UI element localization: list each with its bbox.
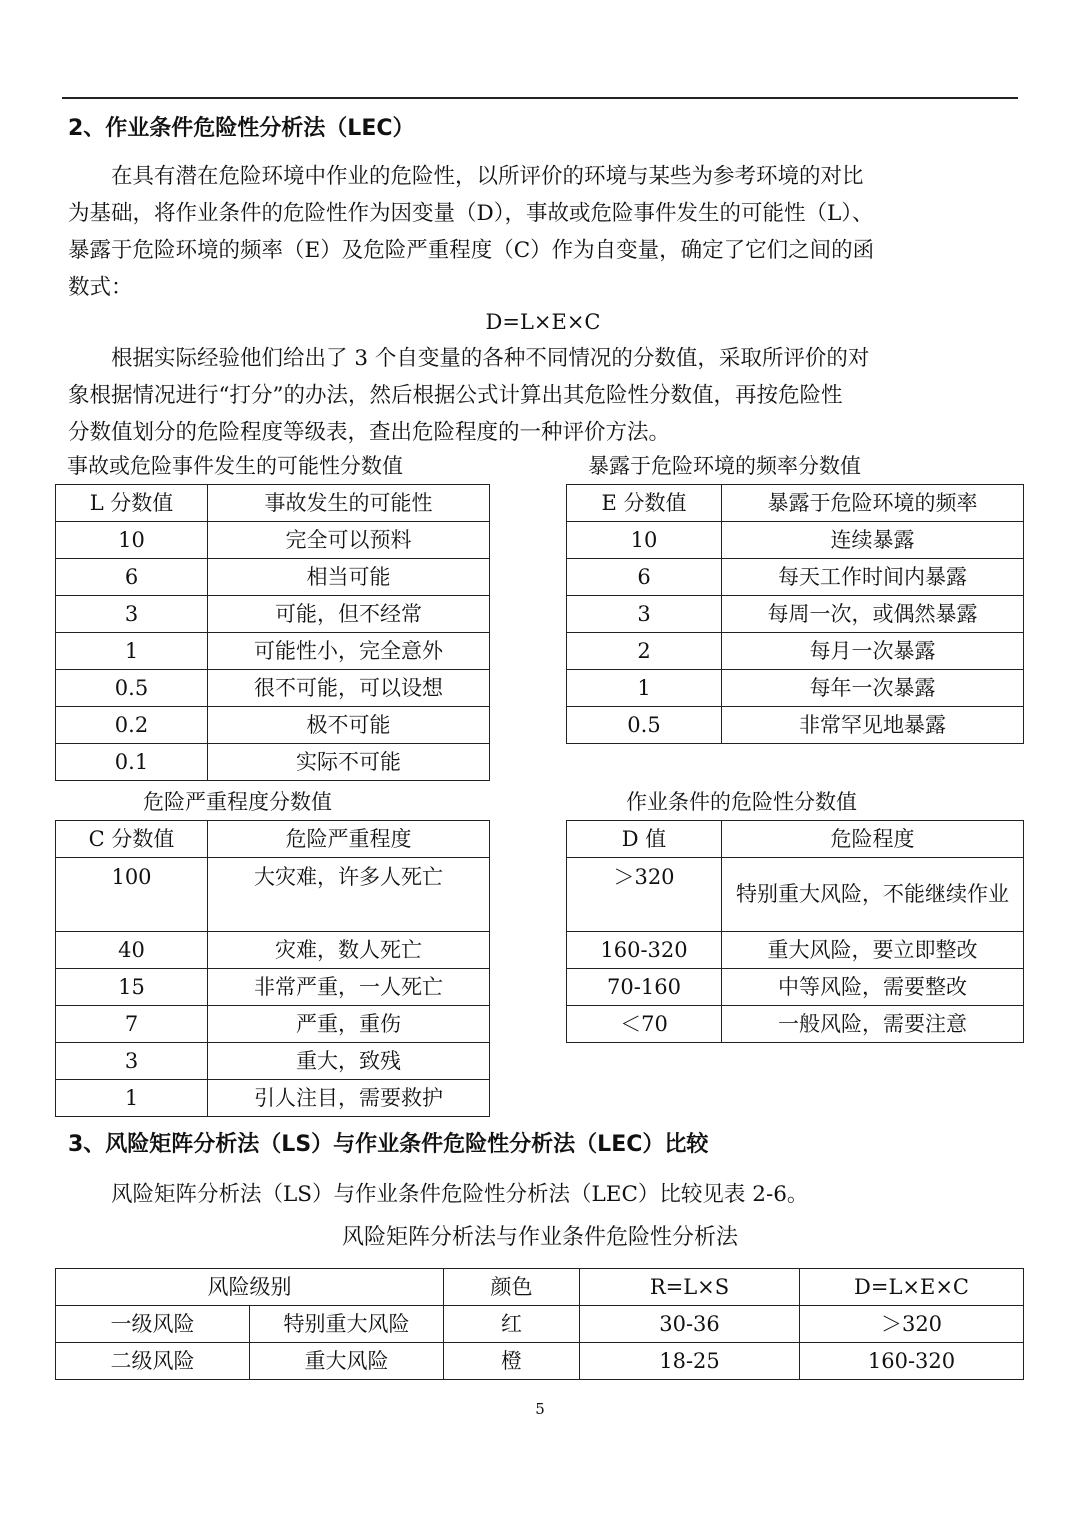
- table-cell: 红: [444, 1306, 580, 1343]
- table-cell: 可能，但不经常: [208, 596, 490, 633]
- table-d-caption: 作业条件的危险性分数值: [626, 790, 857, 814]
- table-row: [56, 1080, 490, 1117]
- page-number: 5: [535, 1400, 545, 1418]
- section-3-paragraph: [68, 1176, 1018, 1213]
- table-cell: 严重，重伤: [208, 1006, 490, 1043]
- table-cell: 3: [567, 596, 722, 633]
- table-cell: 10: [56, 522, 208, 559]
- table-cell: 0.2: [56, 707, 208, 744]
- table-header-cell: D=L×E×C: [800, 1269, 1024, 1306]
- table-cell: 非常罕见地暴露: [722, 707, 1024, 744]
- table-cell: 非常严重，一人死亡: [208, 969, 490, 1006]
- table-row: [567, 858, 1024, 932]
- table-cell: 3: [56, 596, 208, 633]
- table-header-row: [56, 485, 490, 522]
- table-header-cell: L 分数值: [56, 485, 208, 522]
- table-row: [56, 559, 490, 596]
- table-cell: 实际不可能: [208, 744, 490, 781]
- table-cell: 完全可以预料: [208, 522, 490, 559]
- table-row: [56, 1343, 1024, 1380]
- para1-line: 暴露于危险环境的频率（E）及危险严重程度（C）作为自变量，确定了它们之间的函: [68, 238, 875, 263]
- table-cell: 10: [567, 522, 722, 559]
- table-cell: 6: [56, 559, 208, 596]
- table-header-row: [56, 821, 490, 858]
- table-row: [56, 670, 490, 707]
- table-cell: 可能性小，完全意外: [208, 633, 490, 670]
- table-l: [55, 484, 490, 781]
- table-row: [56, 969, 490, 1006]
- table-cell: 极不可能: [208, 707, 490, 744]
- table-row: [567, 707, 1024, 744]
- table-cell: 连续暴露: [722, 522, 1024, 559]
- table-cell: 0.1: [56, 744, 208, 781]
- table-row: [56, 596, 490, 633]
- section-2-paragraph-1: [68, 158, 1018, 306]
- para2-line: 象根据情况进行“打分”的办法，然后根据公式计算出其危险性分数值，再按危险性: [68, 383, 843, 408]
- table-cell: 每天工作时间内暴露: [722, 559, 1024, 596]
- table-cell: 每年一次暴露: [722, 670, 1024, 707]
- table-cell: 7: [56, 1006, 208, 1043]
- table-cell: 一般风险，需要注意: [722, 1006, 1024, 1043]
- table-cell: ＞320: [800, 1306, 1024, 1343]
- table-header-cell: D 值: [567, 821, 722, 858]
- table-c: [55, 820, 490, 1117]
- table-cell: 6: [567, 559, 722, 596]
- table-row: [56, 858, 490, 932]
- table-row: [567, 596, 1024, 633]
- table-header-cell: R=L×S: [580, 1269, 800, 1306]
- table-row: [56, 633, 490, 670]
- table-header-cell: 危险程度: [722, 821, 1024, 858]
- table-cell: 1: [567, 670, 722, 707]
- table-row: [567, 522, 1024, 559]
- table-cell: 0.5: [567, 707, 722, 744]
- table-cell: 二级风险: [56, 1343, 250, 1380]
- table-cell: 橙: [444, 1343, 580, 1380]
- table-cell: 1: [56, 1080, 208, 1117]
- table-cell: 中等风险，需要整改: [722, 969, 1024, 1006]
- table-row: [56, 744, 490, 781]
- para2-line: 根据实际经验他们给出了 3 个自变量的各种不同情况的分数值，采取所评价的对: [111, 346, 870, 371]
- table-header-cell: E 分数值: [567, 485, 722, 522]
- table-header-row: [567, 821, 1024, 858]
- table-row: [567, 559, 1024, 596]
- table-header-cell: 事故发生的可能性: [208, 485, 490, 522]
- comparison-table-caption: 风险矩阵分析法与作业条件危险性分析法: [341, 1225, 738, 1250]
- table-row: [567, 932, 1024, 969]
- table-header-cell: 颜色: [444, 1269, 580, 1306]
- table-row: [567, 969, 1024, 1006]
- table-cell: 30-36: [580, 1306, 800, 1343]
- table-l-caption: 事故或危险事件发生的可能性分数值: [67, 454, 403, 478]
- comparison-table: [55, 1268, 1024, 1380]
- table-header-row: [56, 1269, 1024, 1306]
- table-cell: 特别重大风险: [250, 1306, 444, 1343]
- para1-line: 为基础，将作业条件的危险性作为因变量（D），事故或危险事件发生的可能性（L）、: [68, 201, 874, 226]
- table-header-cell: 暴露于危险环境的频率: [722, 485, 1024, 522]
- table-cell: 重大风险: [250, 1343, 444, 1380]
- section-3-paragraph-text: 风险矩阵分析法（LS）与作业条件危险性分析法（LEC）比较见表 2-6。: [111, 1182, 809, 1207]
- table-e-caption: 暴露于危险环境的频率分数值: [588, 454, 861, 478]
- para2-line: 分数值划分的危险程度等级表，查出危险程度的一种评价方法。: [68, 420, 671, 445]
- table-cell: 重大风险，要立即整改: [722, 932, 1024, 969]
- table-cell: 灾难，数人死亡: [208, 932, 490, 969]
- table-row: [56, 1006, 490, 1043]
- para1-line: 在具有潜在危险环境中作业的危险性，以所评价的环境与某些为参考环境的对比: [111, 164, 864, 189]
- table-cell: 很不可能，可以设想: [208, 670, 490, 707]
- table-cell: ＜70: [567, 1006, 722, 1043]
- table-cell: 每周一次，或偶然暴露: [722, 596, 1024, 633]
- table-cell: 40: [56, 932, 208, 969]
- table-e: [566, 484, 1024, 744]
- table-cell: 2: [567, 633, 722, 670]
- table-header-cell: 危险严重程度: [208, 821, 490, 858]
- table-row: [56, 1306, 1024, 1343]
- table-row: [567, 670, 1024, 707]
- table-d: [566, 820, 1024, 1043]
- section-2-heading: 2、作业条件危险性分析法（LEC）: [68, 116, 415, 141]
- table-row: [56, 1043, 490, 1080]
- table-cell: 引人注目，需要救护: [208, 1080, 490, 1117]
- table-header-cell: C 分数值: [56, 821, 208, 858]
- table-header-row: [567, 485, 1024, 522]
- table-row: [567, 1006, 1024, 1043]
- table-cell: 18-25: [580, 1343, 800, 1380]
- table-cell: ＞320: [567, 858, 722, 932]
- table-cell: 3: [56, 1043, 208, 1080]
- table-cell: 70-160: [567, 969, 722, 1006]
- table-cell: 0.5: [56, 670, 208, 707]
- table-cell: 相当可能: [208, 559, 490, 596]
- table-cell: 一级风险: [56, 1306, 250, 1343]
- section-3-heading: 3、风险矩阵分析法（LS）与作业条件危险性分析法（LEC）比较: [68, 1132, 709, 1157]
- table-row: [567, 633, 1024, 670]
- table-cell: 特别重大风险，不能继续作业: [722, 858, 1024, 932]
- table-cell: 大灾难，许多人死亡: [208, 858, 490, 932]
- para1-line: 数式：: [68, 275, 133, 300]
- table-cell: 100: [56, 858, 208, 932]
- table-row: [56, 932, 490, 969]
- table-row: [56, 707, 490, 744]
- header-rule: [62, 97, 1018, 99]
- formula: D=L×E×C: [485, 310, 601, 334]
- table-cell: 1: [56, 633, 208, 670]
- section-2-paragraph-2: [68, 340, 1018, 451]
- table-row: [56, 522, 490, 559]
- table-cell: 15: [56, 969, 208, 1006]
- table-header-cell: 风险级别: [56, 1269, 444, 1306]
- table-c-caption: 危险严重程度分数值: [143, 790, 332, 814]
- table-cell: 每月一次暴露: [722, 633, 1024, 670]
- table-cell: 重大，致残: [208, 1043, 490, 1080]
- table-cell: 160-320: [800, 1343, 1024, 1380]
- table-cell: 160-320: [567, 932, 722, 969]
